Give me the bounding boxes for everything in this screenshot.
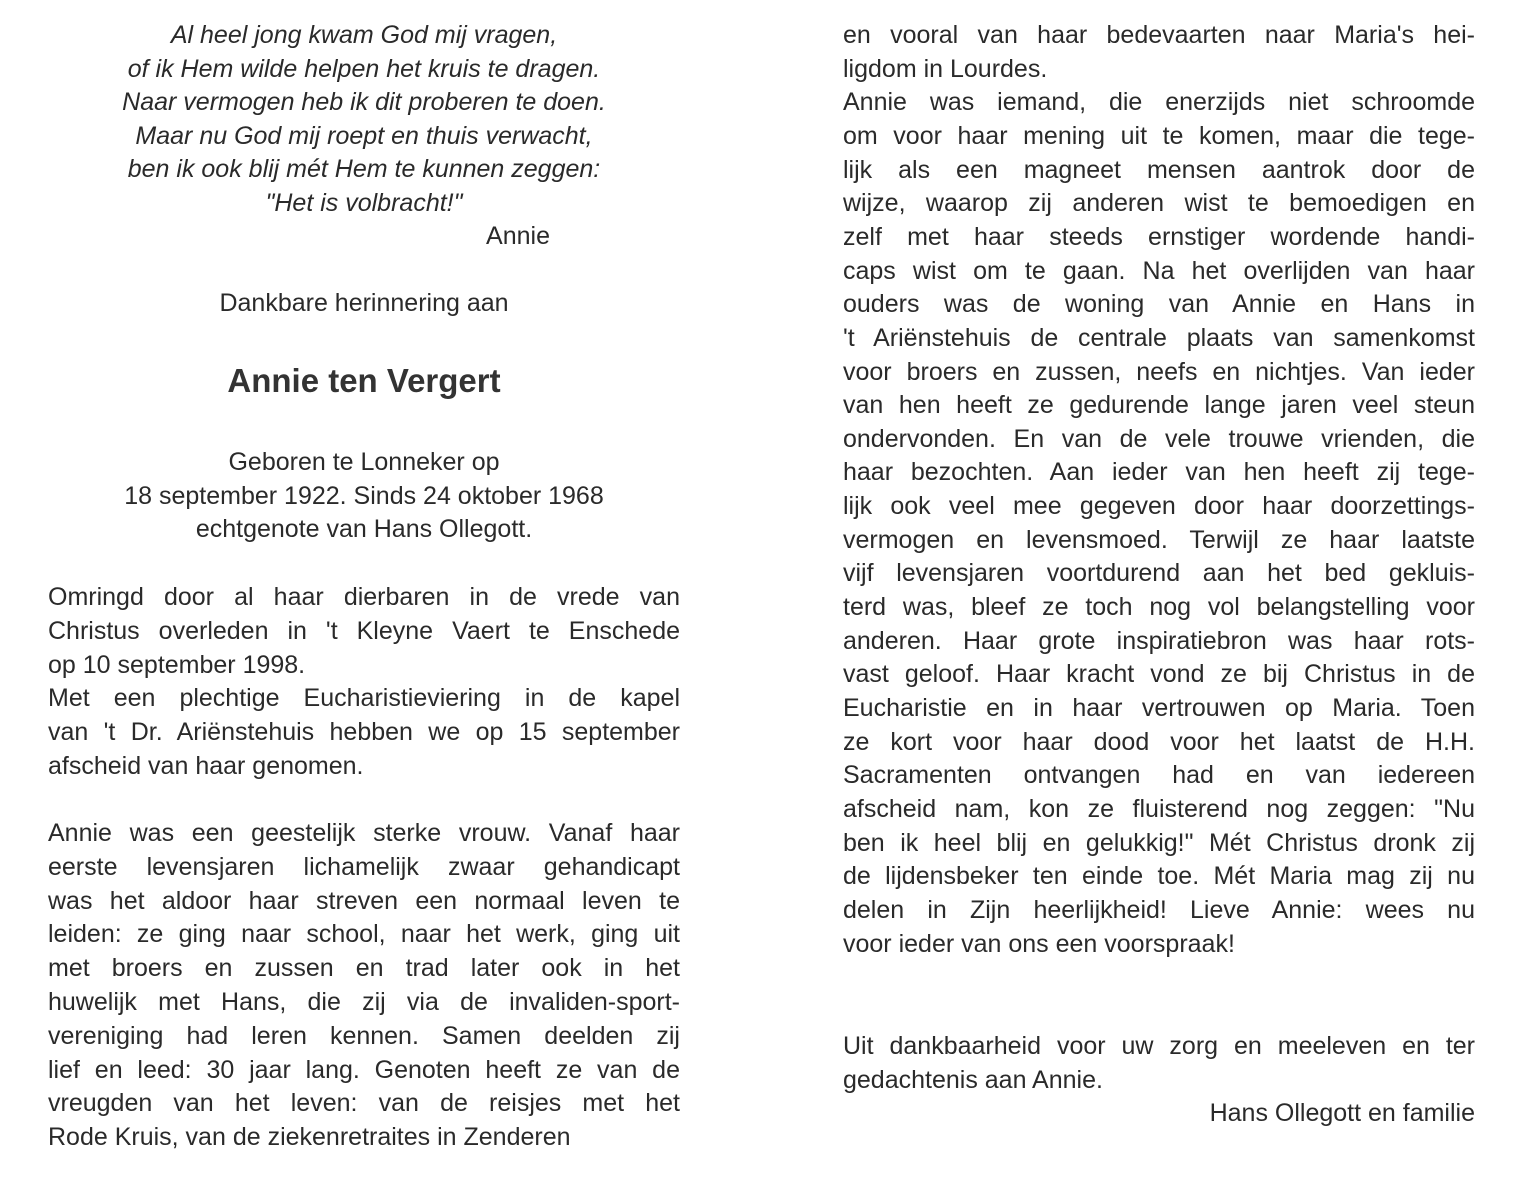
paragraph-line: voor ieder van ons een voorspraak! — [843, 929, 1235, 958]
paragraph-line: delen in Zijn heerlijkheid! Lieve Annie: wees nu — [843, 895, 1475, 924]
thanks-line: Uit dankbaarheid voor uw zorg en meeleven en ter — [843, 1032, 1475, 1060]
poem-line: ben ik ook blij mét Hem te kunnen zeggen: — [127, 155, 601, 184]
paragraph-line: ouders was de woning van Annie en Hans in — [843, 290, 1475, 319]
paragraph-line: afscheid van haar genomen. — [48, 751, 364, 780]
birth-line: Geboren te Lonneker op — [228, 448, 500, 476]
paragraph-line: vijf levensjaren voortdurend aan het bed gekluis- — [843, 559, 1475, 588]
paragraph-line: 't Ariënstehuis de centrale plaats van samenkomst — [843, 323, 1475, 352]
paragraph-line: Annie was een geestelijk sterke vrouw. Vanaf haar — [48, 819, 680, 847]
paragraph-line: huwelijk met Hans, die zij via de invaliden-sport- — [48, 988, 680, 1016]
paragraph-line: Met een plechtige Eucharistieviering in de kapel — [48, 684, 680, 712]
paragraph-line: Eucharistie en in haar vertrouwen op Maria. Toen — [843, 694, 1475, 722]
paragraph-line: vereniging had leren kennen. Samen deelden zij — [48, 1021, 680, 1050]
paragraph-line: vast geloof. Haar kracht vond ze bij Christus in de — [843, 660, 1475, 689]
paragraph-line: lijk als een magneet mensen aantrok door de — [843, 155, 1475, 184]
paragraph-line: Omringd door al haar dierbaren in de vrede van — [48, 583, 680, 611]
paragraph-line: haar bezochten. Aan ieder van hen heeft zij tege- — [843, 458, 1475, 487]
paragraph-line: lief en leed: 30 jaar lang. Genoten heeft ze van de — [48, 1055, 680, 1084]
paragraph-line: van 't Dr. Ariënstehuis hebben we op 15 september — [48, 717, 680, 746]
poem-line: Naar vermogen heb ik dit proberen te doen. — [122, 88, 606, 117]
paragraph-line: afscheid nam, kon ze fluisterend nog zeggen: "Nu — [843, 794, 1475, 823]
paragraph-line: op 10 september 1998. — [48, 650, 306, 679]
paragraph-line: anderen. Haar grote inspiratiebron was haar rots- — [843, 626, 1475, 655]
paragraph-line: ze kort voor haar dood voor het laatst de H.H. — [843, 727, 1475, 756]
intro-text: Dankbare herinnering aan — [219, 289, 509, 317]
paragraph-line: caps wist om te gaan. Na het overlijden van haar — [843, 256, 1475, 285]
paragraph-line: Sacramenten ontvangen had en van iedereen — [843, 761, 1475, 790]
paragraph-line: zelf met haar steeds ernstiger wordende handi- — [843, 222, 1475, 251]
paragraph-line: vermogen en levensmoed. Terwijl ze haar laatste — [843, 525, 1475, 554]
paragraph-line: om voor haar mening uit te komen, maar die tege- — [843, 121, 1475, 150]
poem-signature: Annie — [486, 222, 550, 250]
paragraph-line: wijze, waarop zij anderen wist te bemoedigen en — [843, 189, 1475, 218]
paragraph-line: ondervonden. En van de vele trouwe vrienden, die — [843, 424, 1475, 453]
paragraph-line: voor broers en zussen, neefs en nichtjes. Van ieder — [843, 357, 1475, 386]
family-signature: Hans Ollegott en familie — [1209, 1099, 1475, 1127]
poem-line: Maar nu God mij roept en thuis verwacht, — [135, 121, 593, 150]
paragraph-line: ligdom in Lourdes. — [843, 54, 1048, 83]
paragraph-line: van hen heeft ze gedurende lange jaren veel steun — [843, 391, 1475, 420]
paragraph-line: en vooral van haar bedevaarten naar Maria's hei- — [843, 21, 1475, 49]
birth-line: 18 september 1922. Sinds 24 oktober 1968 — [124, 481, 604, 510]
deceased-name: Annie ten Vergert — [227, 362, 501, 399]
paragraph-line: lijk ook veel mee gegeven door haar doorzettings- — [843, 492, 1475, 521]
thanks-line: gedachtenis aan Annie. — [843, 1065, 1103, 1094]
birth-line: echtgenote van Hans Ollegott. — [195, 515, 533, 544]
poem-line: Al heel jong kwam God mij vragen, — [170, 21, 558, 49]
paragraph-line: Annie was iemand, die enerzijds niet schroomde — [843, 88, 1475, 117]
paragraph-line: eerste levensjaren lichamelijk zwaar gehandicapt — [48, 852, 680, 881]
paragraph-line: met broers en zussen en trad later ook in het — [48, 954, 680, 983]
paragraph-line: Rode Kruis, van de ziekenretraites in Zenderen — [48, 1123, 571, 1152]
paragraph-line: de lijdensbeker ten einde toe. Mét Maria mag zij nu — [843, 862, 1475, 891]
paragraph-line: was het aldoor haar streven een normaal leven te — [48, 886, 680, 915]
paragraph-line: terd was, bleef ze toch nog vol belangstelling voor — [843, 593, 1475, 622]
paragraph-line: vreugden van het leven: van de reisjes met het — [48, 1089, 680, 1118]
poem-line: of ik Hem wilde helpen het kruis te dragen. — [127, 54, 601, 83]
paragraph-line: Christus overleden in 't Kleyne Vaert te Enschede — [48, 616, 680, 645]
paragraph-line: leiden: ze ging naar school, naar het werk, ging uit — [48, 920, 680, 949]
paragraph-line: ben ik heel blij en gelukkig!" Mét Christus dronk zij — [843, 828, 1475, 857]
poem-line: "Het is volbracht!" — [265, 189, 463, 217]
